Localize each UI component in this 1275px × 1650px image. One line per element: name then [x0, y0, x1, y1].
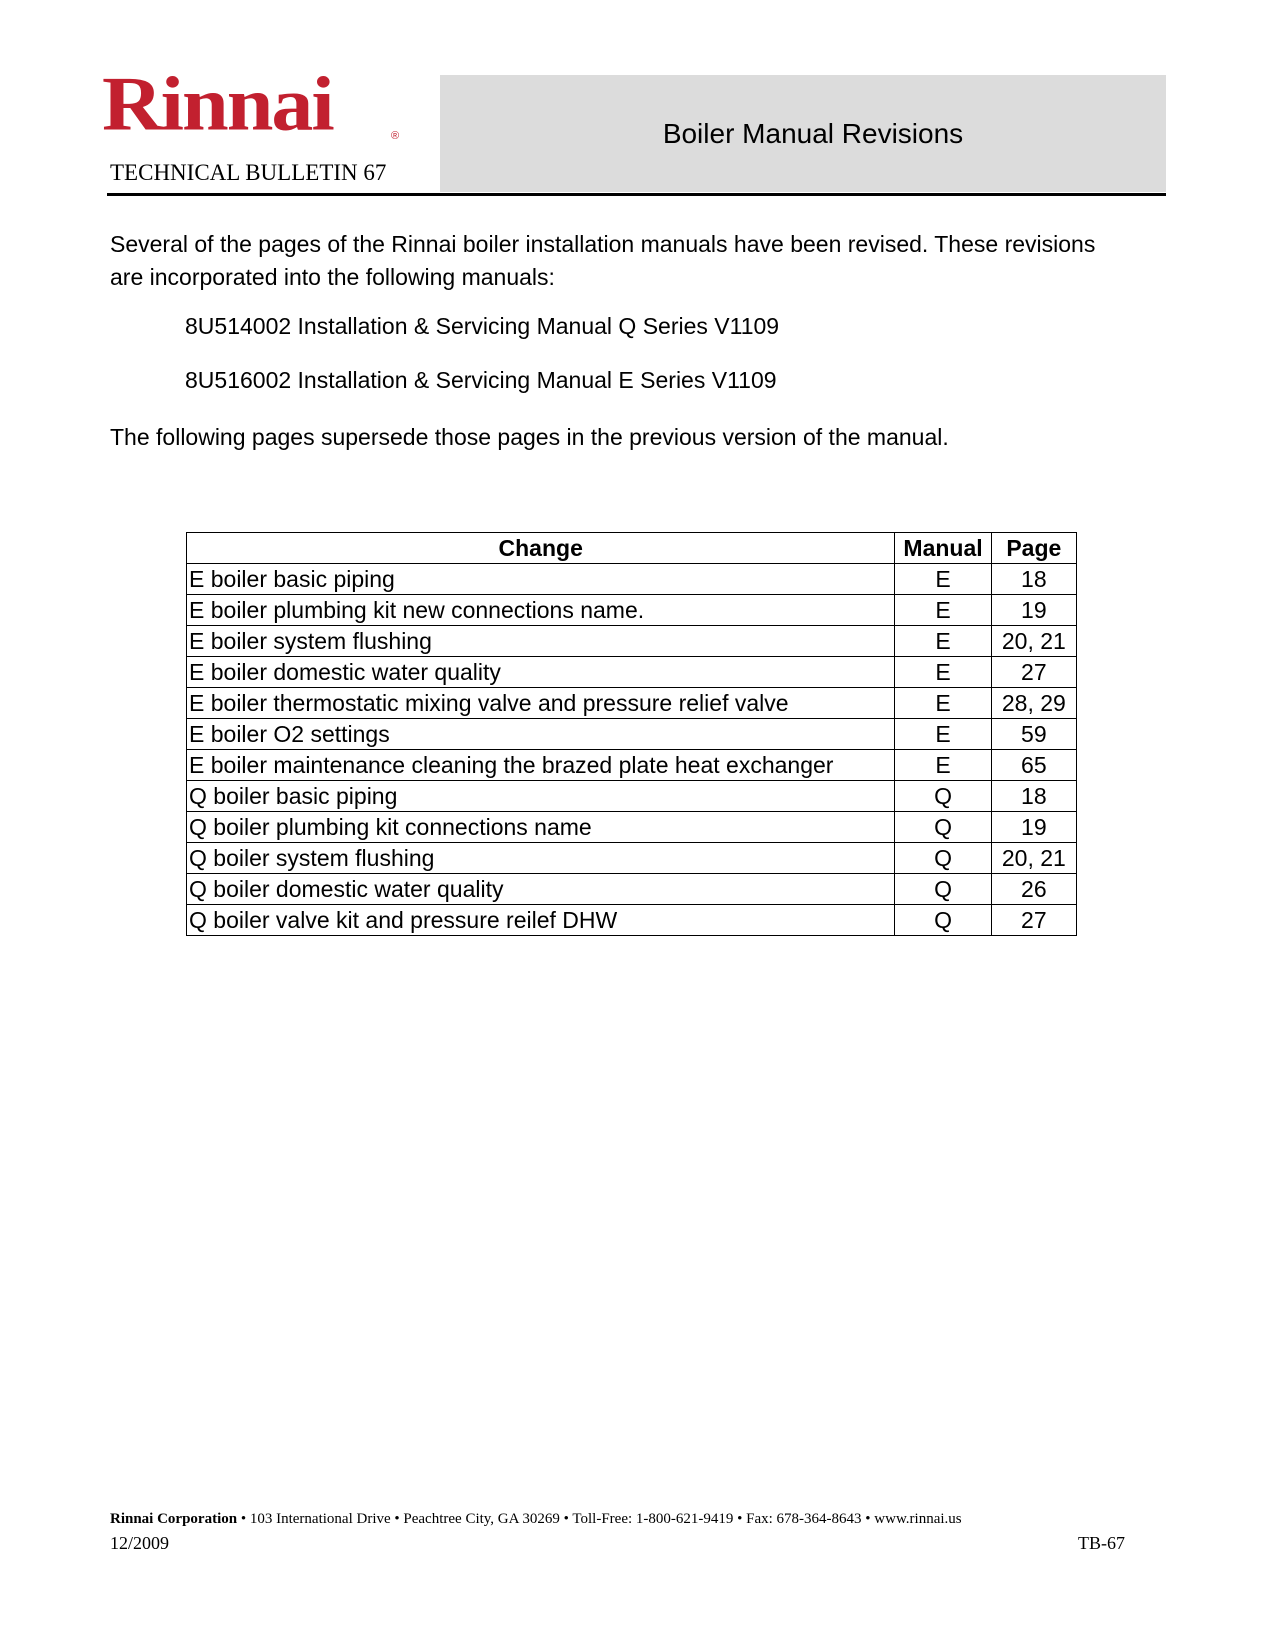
- footer-code: TB-67: [1078, 1533, 1125, 1553]
- change-cell: Q boiler valve kit and pressure reilef DHW: [187, 905, 895, 936]
- intro-paragraph: Several of the pages of the Rinnai boiler installation manuals have been revised. These revisions are incorporated into the following manuals:: [110, 231, 1096, 290]
- table-row: [187, 812, 1077, 843]
- change-cell: Q boiler basic piping: [187, 781, 895, 812]
- manual-cell: Q: [895, 905, 991, 936]
- table-row: [187, 843, 1077, 874]
- page-cell: 26: [991, 874, 1076, 905]
- manual-cell: Q: [895, 843, 991, 874]
- page-title: Boiler Manual Revisions: [662, 117, 964, 149]
- change-cell: E boiler basic piping: [187, 564, 895, 595]
- header-page: Page: [991, 533, 1076, 564]
- page-cell: 65: [991, 750, 1076, 781]
- manual-cell: E: [895, 657, 991, 688]
- manual-cell: Q: [895, 874, 991, 905]
- bulletin-label: TECHNICAL BULLETIN 67: [110, 160, 387, 185]
- change-cell: E boiler O2 settings: [187, 719, 895, 750]
- table-row: [187, 657, 1077, 688]
- supersede-paragraph: The following pages supersede those pages in the previous version of the manual.: [110, 424, 949, 450]
- manual-cell: E: [895, 595, 991, 626]
- manual-cell: Q: [895, 812, 991, 843]
- footer-address: [110, 1511, 962, 1528]
- change-cell: Q boiler plumbing kit connections name: [187, 812, 895, 843]
- page-cell: 19: [991, 595, 1076, 626]
- manual-cell: E: [895, 719, 991, 750]
- page-cell: 18: [991, 564, 1076, 595]
- change-cell: E boiler maintenance cleaning the brazed plate heat exchanger: [187, 750, 895, 781]
- manual-q-series: 8U514002 Installation & Servicing Manual Q Series V1109: [185, 313, 780, 339]
- table-row: [187, 595, 1077, 626]
- page-cell: 27: [991, 905, 1076, 936]
- table-row: [187, 905, 1077, 936]
- table-header-row: [187, 533, 1077, 564]
- footer-contact: • 103 International Drive • Peachtree City, GA 30269 • Toll-Free: 1-800-621-9419 • Fax: 678-364-8643 • www.rinnai.us: [237, 1511, 962, 1527]
- change-cell: E boiler domestic water quality: [187, 657, 895, 688]
- page-cell: 19: [991, 812, 1076, 843]
- title-banner: [440, 75, 1166, 192]
- page-cell: 59: [991, 719, 1076, 750]
- manual-e-series: 8U516002 Installation & Servicing Manual E Series V1109: [185, 367, 777, 393]
- revisions-table: [186, 532, 1077, 936]
- change-cell: Q boiler domestic water quality: [187, 874, 895, 905]
- table-row: [187, 874, 1077, 905]
- page-cell: 28, 29: [991, 688, 1076, 719]
- table-row: [187, 719, 1077, 750]
- manual-cell: E: [895, 750, 991, 781]
- table-row: [187, 781, 1077, 812]
- table-row: [187, 626, 1077, 657]
- footer-date: 12/2009: [110, 1533, 170, 1553]
- manual-cell: Q: [895, 781, 991, 812]
- manual-cell: E: [895, 564, 991, 595]
- table-row: [187, 564, 1077, 595]
- manual-cell: E: [895, 626, 991, 657]
- page-cell: 18: [991, 781, 1076, 812]
- header-divider: [107, 193, 1166, 196]
- page-cell: 20, 21: [991, 843, 1076, 874]
- change-cell: Q boiler system flushing: [187, 843, 895, 874]
- registered-mark: ®: [391, 130, 400, 142]
- footer-company: Rinnai Corporation: [110, 1511, 238, 1527]
- header-change: Change: [187, 533, 895, 564]
- manual-cell: E: [895, 688, 991, 719]
- table-row: [187, 750, 1077, 781]
- rinnai-logo: Rinnai: [102, 61, 333, 147]
- change-cell: E boiler system flushing: [187, 626, 895, 657]
- page-cell: 27: [991, 657, 1076, 688]
- change-cell: E boiler thermostatic mixing valve and pressure relief valve: [187, 688, 895, 719]
- change-cell: E boiler plumbing kit new connections name.: [187, 595, 895, 626]
- page-cell: 20, 21: [991, 626, 1076, 657]
- table-row: [187, 688, 1077, 719]
- header-manual: Manual: [895, 533, 991, 564]
